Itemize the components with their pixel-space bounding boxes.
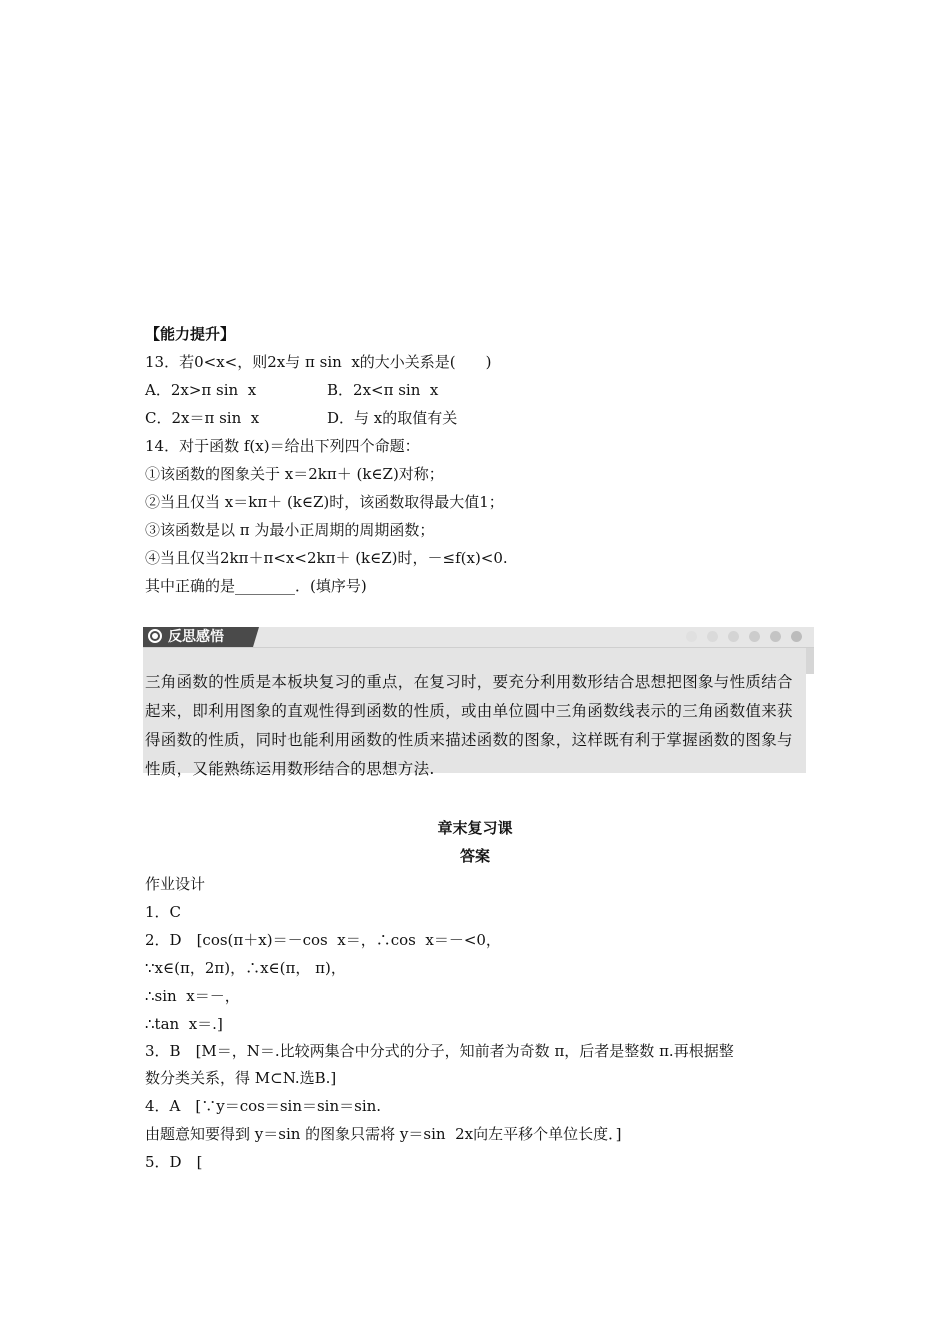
reflection-title: 反思感悟	[168, 629, 224, 645]
question-13-option-a: A．2x>π sin x	[145, 381, 257, 399]
reflection-side-bar	[806, 648, 814, 674]
question-14-ask: 其中正确的是________．(填序号)	[145, 577, 367, 595]
answer-line: 3．B [M＝，N＝.比较两集合中分式的分子，知前者为奇数 π，后者是整数 π.再根据整	[145, 1042, 734, 1060]
answers-heading: 章末复习课	[437, 819, 513, 837]
reflection-text: 三角函数的性质是本板块复习的重点，在复习时，要充分利用数形结合思想把图象与性质结合起来，即利用图象的直观性得到函数的性质，或由单位圆中三角函数线表示的三角函数值来获得函数的性质，同时也能利用函数的性质来描述函数的图象，这样既有利于掌握函数的图象与性质，又能熟练运用数形结合的思想方法.	[145, 673, 793, 778]
answer-line: ∴sin x＝－，	[145, 987, 240, 1005]
answer-line: 5．D [	[145, 1153, 203, 1171]
question-13-stem: 13．若0<x<，则2x与 π sin x的大小关系是( )	[145, 353, 492, 371]
decor-dot-icon	[791, 631, 802, 642]
answer-line: 1．C	[145, 903, 182, 921]
proposition-3: ③该函数是以 π 为最小正周期的周期函数；	[145, 521, 435, 539]
answer-line: 2．D [cos(π＋x)＝－cos x＝，∴cos x＝－<0，	[145, 931, 501, 949]
answer-line: 4．A [∵y＝cos＝sin＝sin＝sin.	[145, 1097, 382, 1115]
proposition-4: ④当且仅当2kπ＋π<x<2kπ＋ (k∈Z)时，－≤f(x)<0.	[145, 549, 508, 567]
answer-line: ∴tan x＝.]	[145, 1015, 223, 1033]
proposition-2: ②当且仅当 x＝kπ＋ (k∈Z)时，该函数取得最大值1；	[145, 493, 504, 511]
target-circle-icon	[148, 629, 162, 643]
proposition-1: ①该函数的图象关于 x＝2kπ＋ (k∈Z)对称；	[145, 465, 444, 483]
decor-dot-icon	[770, 631, 781, 642]
answer-line: 数分类关系，得 M⊂N.选B.]	[145, 1069, 337, 1087]
answer-line: 由题意知要得到 y＝sin 的图象只需将 y＝sin 2x向左平移个单位长度．]	[145, 1125, 622, 1143]
question-13-option-c: C．2x＝π sin x	[145, 409, 260, 427]
question-13-option-d: D．与 x的取值有关	[327, 409, 458, 427]
decor-dot-icon	[749, 631, 760, 642]
reflection-tab	[143, 627, 253, 647]
question-13-option-b: B．2x<π sin x	[327, 381, 439, 399]
reflection-header-bar	[143, 627, 814, 648]
decor-dot-icon	[686, 631, 697, 642]
answers-subheading: 答案	[459, 847, 490, 865]
answers-label: 作业设计	[145, 875, 206, 893]
decor-dot-icon	[728, 631, 739, 642]
section-title: 【能力提升】	[145, 325, 236, 343]
decor-dot-icon	[707, 631, 718, 642]
question-14-stem: 14．对于函数 f(x)＝给出下列四个命题：	[145, 437, 420, 455]
reflection-body	[143, 648, 806, 778]
answer-line: ∵x∈(π，2π)，∴x∈(π， π)，	[145, 959, 346, 977]
